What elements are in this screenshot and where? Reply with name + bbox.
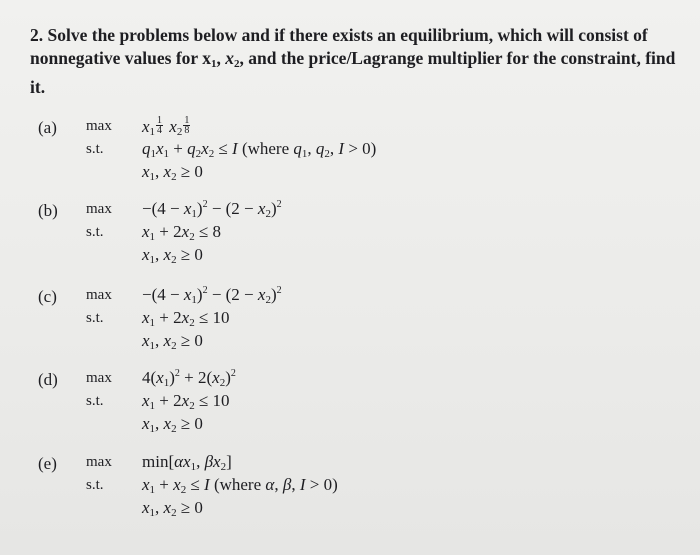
max-keyword: max: [86, 118, 112, 134]
heading-line-1: 2. Solve the problems below and if there exists an equilibrium, which will consist of: [30, 25, 648, 45]
max-keyword: max: [86, 287, 112, 303]
part-label: (c): [38, 287, 57, 306]
objective-b: $-(4 - x_1)^2 - (2 - x_2)^2$: [142, 199, 282, 220]
max-keyword: max: [86, 454, 112, 470]
objective-e: $\min[\alpha x_1$, $\beta x_2$]: [142, 452, 232, 473]
nonneg-e: $x_1$, $x_2 \ge 0$: [142, 498, 203, 519]
objective-a: $x_1$ $\frac{1}{4}$ $x_2$ $\frac{1}{8}$: [142, 115, 190, 138]
st-keyword: s.t.: [86, 477, 104, 493]
nonneg-d: $x_1$, $x_2 \ge 0$: [142, 414, 203, 435]
problem-heading: [30, 24, 680, 99]
part-a: [0, 115, 700, 198]
st-keyword: s.t.: [86, 393, 104, 409]
constraint-b: $x_1 + 2x_2 \le 8$: [142, 222, 222, 243]
objective-d: $4(x_1)^2 + 2(x_2)^2$: [142, 368, 236, 389]
constraint-e: $x_1 + x_2 \le I$ (where α, β, I > 0): [142, 475, 338, 496]
part-label: (a): [38, 118, 57, 137]
st-keyword: s.t.: [86, 310, 104, 326]
max-keyword: max: [86, 370, 112, 386]
part-e: [0, 454, 700, 534]
objective-c: $-(4 - x_1)^2 - (2 - x_2)^2$: [142, 285, 282, 306]
part-c: [0, 287, 700, 367]
max-keyword: max: [86, 201, 112, 217]
nonneg-a: $x_1$, $x_2 \ge 0$: [142, 162, 203, 183]
part-b: [0, 201, 700, 281]
part-label: (b): [38, 201, 58, 220]
st-keyword: s.t.: [86, 224, 104, 240]
constraint-a: $q_1x_1 + q_2x_2 \le I$ (where $q_1$, $q_2$, I > 0): [142, 139, 377, 160]
part-d: [0, 370, 700, 450]
part-label: (d): [38, 370, 58, 389]
part-label: (e): [38, 454, 57, 473]
heading-line-2: nonnegative values for $x_1$, $x_2$, and the price/Lagrange multiplier for the constraint, find it.: [30, 48, 676, 97]
nonneg-c: $x_1$, $x_2 \ge 0$: [142, 331, 203, 352]
constraint-d: $x_1 + 2x_2 \le 10$: [142, 391, 230, 412]
constraint-c: $x_1 + 2x_2 \le 10$: [142, 308, 230, 329]
nonneg-b: $x_1$, $x_2 \ge 0$: [142, 245, 203, 266]
st-keyword: s.t.: [86, 141, 104, 157]
